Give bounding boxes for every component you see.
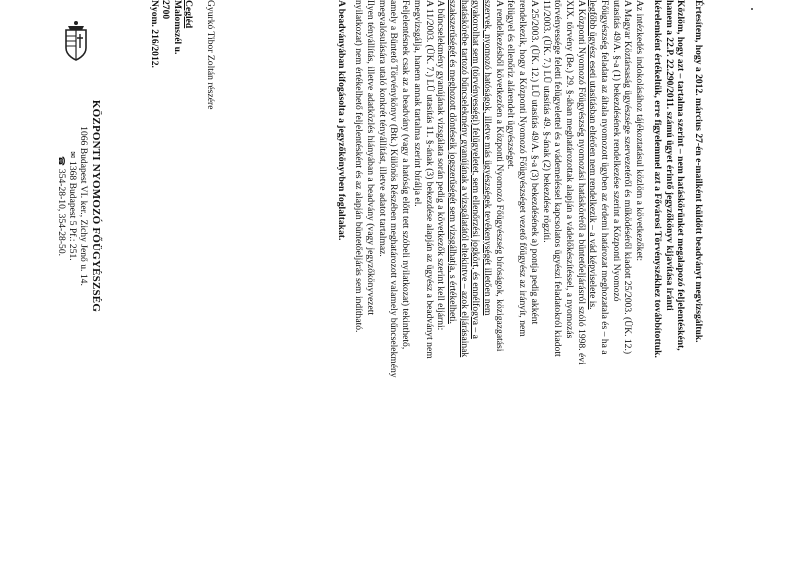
organization-name: KÖZPONTI NYOMOZÓ FŐÜGYÉSZSÉG <box>90 99 102 313</box>
scan-speck <box>751 8 753 10</box>
body-line: rendelkezik, hogy a Központi Nyomozó Főügyészséget vezető főügyész az irányít, nem <box>517 0 529 337</box>
body-line: Ilyen tényállítás, illetve adatközlés hiányában a beadvány (vagy jegyzőkönyvezett <box>365 0 377 316</box>
body-line: legfőbb ügyész eseti utasításban eltérően nem rendelkezik – a vád képviselete is. <box>587 0 599 310</box>
body-line: A 25/2003. (ÜK. 12.) LÜ utasítás 49/A. §-a (3) bekezdésének a) pontja pedig akként <box>528 0 540 325</box>
envelope-icon: ✉ <box>68 151 77 159</box>
lead-line: kérelemként értékeltük, erre figyelemmel azt a Fővárosi Törvényszékhez továbbítottuk. <box>651 0 663 358</box>
body-line: nyilatkozat) nem értékelhető feljelentésként és az alapján büntetőeljárás sem indítható. <box>353 0 365 333</box>
recipient-zip: 2700 <box>159 0 171 20</box>
body-line: A 11/2003. (ÜK. 7.) LÜ utasítás 11. §-ának (3) bekezdése alapján az ügyész a beadványt nem <box>423 0 435 359</box>
recipient-block <box>159 0 216 110</box>
body-line: 11/2003. (ÜK. 7.) LÜ utasítás 49. §-ának (2) bekezdése rögzíti. <box>540 0 552 243</box>
body-line: törvényessége feletti felügyelettel és a vádemeléssel kapcsolatos ügyészi feladatokról kiadott <box>552 0 564 357</box>
body-line: A Magyar Köztársaság ügyészsége szervezetéről és működéséről kiadott 25/2003. (ÜK. 12.) <box>622 0 634 355</box>
body-line: megvizsgálja, hanem annak tartalma szerint bírálja el. <box>411 0 423 207</box>
body-line: szervek, nyomozó hatóságok, illetve más ügyészségek tevékenységét illetően nem <box>482 0 494 316</box>
hungarian-coat-of-arms-icon <box>46 12 106 72</box>
body-line: A Központi Nyomozó Főügyészség nyomozási hatásköréről a büntetőeljárásról szóló 1998. évi <box>575 0 587 365</box>
lead-paragraph <box>651 0 686 549</box>
body-line: utasítás 49/A. §-a (1) bekezdésének rendelkezése szerint a Központi Nyomozó <box>610 0 622 302</box>
body-line: Feljelentésnek csak az a beadvány (vagy a hatóság előtt tett szóbeli nyilatkozat) tekinthető, <box>400 0 412 350</box>
letterhead <box>56 76 102 336</box>
recipient-name: Gyurkó Tibor Zoltán részére <box>205 0 216 110</box>
body-line: felügyel és ellenőriz alárendelt ügyészséget. <box>505 0 517 170</box>
reference-number: Nyom. 216/2012. <box>149 0 160 68</box>
organization-address: 1066 Budapest VI. ker., Zichy Jenő u. 14. <box>78 126 89 286</box>
organization-postbox: ✉1368 Budapest 5 Pf.: 251. <box>67 151 78 261</box>
recipient-city: Cegléd <box>183 0 195 29</box>
lead-line: hanem a 22.P. 22.290/2011. számú ügyet érintő jegyzőkönyv kijavítása iránti <box>663 0 675 311</box>
body-line: gyakorolhat sem (törvényességi) felügyeletet, sem ellenőrzési jogkört, és ennélfogva – a <box>470 0 482 339</box>
organization-phone: ☎354-28-10, 354-28-50. <box>56 155 67 257</box>
lead-line: Közlöm, hogy azt – tartalma szerint – nem hatáskörünket megalapozó feljelentésként, <box>675 0 687 351</box>
body-paragraph <box>353 0 646 549</box>
letter-body <box>329 0 704 549</box>
body-line: amely a Büntető Törvénykönyv (Btk.) Különös Részében meghatározott valamely bűncselekmény <box>388 0 400 378</box>
body-line: A rendelkezésből következően a Központi Nyomozó Főügyészség bíróságok, közigazgatási <box>493 0 505 352</box>
body-line: szakszerűségét és meghozott döntéseik jogszerűségét sem vizsgálhatja, s értékelheti. <box>446 0 458 324</box>
body-line: XIX. törvény (Be.) 29. §-ában meghatározottak alapján a vádelőkészítéssel, a nyomozás <box>563 0 575 339</box>
body-line: Az intézkedés indokolásához tájékoztatásul közlöm a következőket: <box>634 0 646 262</box>
body-line: Főügyészség feladata az általa nyomozott ügyben az érdemi határozat meghozatala és – ha a <box>599 0 611 355</box>
body-line: A bűncselekmény gyanújának vizsgálata során pedig a következők szerint kell eljárni: <box>435 0 447 331</box>
body-line: megvalósulására utaló konkrét tényállítást, illetve adatot tartalmaz. <box>376 0 388 257</box>
closing-line: A beadványában kifogásolta a jegyzőkönyvben foglaltakat. <box>335 0 347 241</box>
phone-icon: ☎ <box>57 155 66 166</box>
recipient-street: Malomszél u. <box>171 0 183 55</box>
subject-line: Értesítem, hogy a 2012. március 27-én e-mailként küldött beadványt megvizsgáltuk. <box>693 0 704 343</box>
body-line: hatáskörébe tartozó bűncselekmény gyanújának a vizsgálatától eltekintve – azok eljárásainak <box>458 0 470 358</box>
